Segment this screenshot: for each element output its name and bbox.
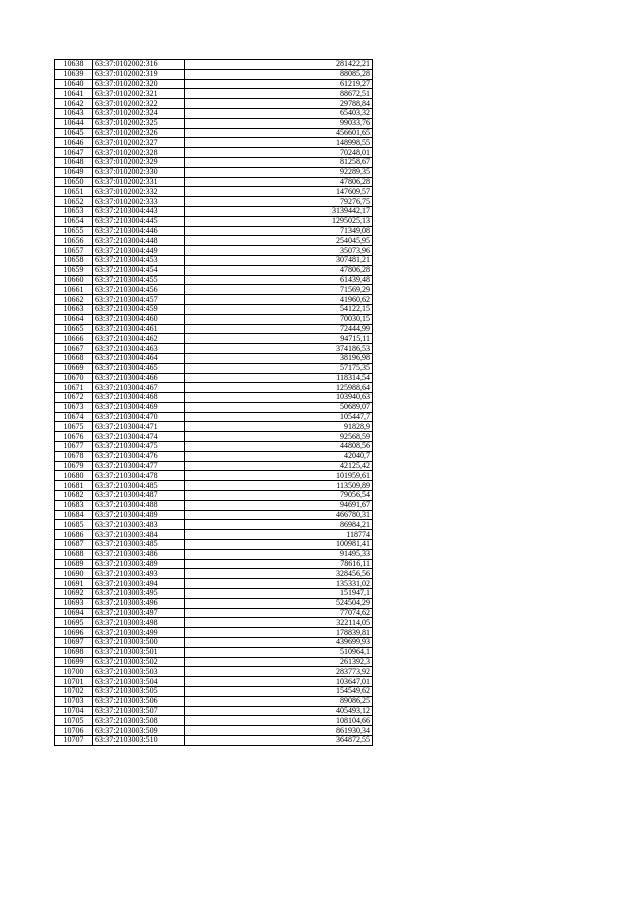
value-cell: 92289,35 <box>185 167 373 177</box>
value-cell: 524504,29 <box>185 598 373 608</box>
row-number-cell: 10642 <box>55 99 93 109</box>
value-cell: 72444,99 <box>185 324 373 334</box>
table-row <box>55 285 373 295</box>
value-cell: 510964,1 <box>185 647 373 657</box>
table-row <box>55 422 373 432</box>
value-cell: 91495,33 <box>185 549 373 559</box>
value-cell: 103647,01 <box>185 677 373 687</box>
table-row <box>55 148 373 158</box>
value-cell: 86984,21 <box>185 520 373 530</box>
cadastral-number-cell: 63:37:2103004:485 <box>93 481 185 491</box>
cadastral-number-cell: 63:37:2103003:494 <box>93 579 185 589</box>
table-row <box>55 60 373 70</box>
table-row <box>55 638 373 648</box>
row-number-cell: 10680 <box>55 471 93 481</box>
cadastral-number-cell: 63:37:2103004:464 <box>93 353 185 363</box>
table-row <box>55 540 373 550</box>
table-row <box>55 255 373 265</box>
table-row <box>55 442 373 452</box>
value-cell: 70030,15 <box>185 314 373 324</box>
table-row <box>55 500 373 510</box>
row-number-cell: 10696 <box>55 628 93 638</box>
cadastral-number-cell: 63:37:2103004:463 <box>93 344 185 354</box>
row-number-cell: 10697 <box>55 638 93 648</box>
row-number-cell: 10643 <box>55 108 93 118</box>
table-row <box>55 559 373 569</box>
table-row <box>55 246 373 256</box>
row-number-cell: 10641 <box>55 89 93 99</box>
row-number-cell: 10656 <box>55 236 93 246</box>
table-row <box>55 383 373 393</box>
cadastral-number-cell: 63:37:2103004:488 <box>93 500 185 510</box>
table-row <box>55 295 373 305</box>
value-cell: 78616,11 <box>185 559 373 569</box>
row-number-cell: 10666 <box>55 334 93 344</box>
cadastral-number-cell: 63:37:0102002:320 <box>93 79 185 89</box>
table-body <box>55 60 373 746</box>
row-number-cell: 10702 <box>55 687 93 697</box>
cadastral-number-cell: 63:37:0102002:324 <box>93 108 185 118</box>
table-row <box>55 128 373 138</box>
cadastral-number-cell: 63:37:2103004:475 <box>93 442 185 452</box>
cadastral-number-cell: 63:37:2103004:457 <box>93 295 185 305</box>
value-cell: 105447,7 <box>185 412 373 422</box>
value-cell: 65403,32 <box>185 108 373 118</box>
value-cell: 41960,62 <box>185 295 373 305</box>
value-cell: 322114,05 <box>185 618 373 628</box>
table-row <box>55 569 373 579</box>
table-row <box>55 647 373 657</box>
cadastral-number-cell: 63:37:2103003:500 <box>93 638 185 648</box>
value-cell: 71569,29 <box>185 285 373 295</box>
value-cell: 91828,9 <box>185 422 373 432</box>
value-cell: 71349,08 <box>185 226 373 236</box>
row-number-cell: 10687 <box>55 540 93 550</box>
cadastral-number-cell: 63:37:2103003:493 <box>93 569 185 579</box>
cadastral-number-cell: 63:37:0102002:330 <box>93 167 185 177</box>
table-row <box>55 608 373 618</box>
cadastral-number-cell: 63:37:2103004:456 <box>93 285 185 295</box>
table-row <box>55 353 373 363</box>
row-number-cell: 10692 <box>55 589 93 599</box>
table-row <box>55 138 373 148</box>
row-number-cell: 10646 <box>55 138 93 148</box>
value-cell: 61219,27 <box>185 79 373 89</box>
cadastral-number-cell: 63:37:2103004:467 <box>93 383 185 393</box>
row-number-cell: 10649 <box>55 167 93 177</box>
row-number-cell: 10659 <box>55 265 93 275</box>
table-row <box>55 118 373 128</box>
row-number-cell: 10665 <box>55 324 93 334</box>
value-cell: 261392,3 <box>185 657 373 667</box>
row-number-cell: 10638 <box>55 60 93 70</box>
row-number-cell: 10682 <box>55 491 93 501</box>
cadastral-number-cell: 63:37:2103003:502 <box>93 657 185 667</box>
row-number-cell: 10694 <box>55 608 93 618</box>
cadastral-number-cell: 63:37:2103003:501 <box>93 647 185 657</box>
row-number-cell: 10655 <box>55 226 93 236</box>
value-cell: 61439,48 <box>185 275 373 285</box>
cadastral-number-cell: 63:37:2103004:466 <box>93 373 185 383</box>
row-number-cell: 10673 <box>55 402 93 412</box>
value-cell: 42125,42 <box>185 461 373 471</box>
value-cell: 154549,62 <box>185 687 373 697</box>
row-number-cell: 10670 <box>55 373 93 383</box>
table-row <box>55 451 373 461</box>
cadastral-number-cell: 63:37:0102002:328 <box>93 148 185 158</box>
value-cell: 100981,41 <box>185 540 373 550</box>
cadastral-number-cell: 63:37:2103003:506 <box>93 696 185 706</box>
value-cell: 283773,92 <box>185 667 373 677</box>
value-cell: 108104,66 <box>185 716 373 726</box>
cadastral-number-cell: 63:37:2103003:496 <box>93 598 185 608</box>
value-cell: 125988,64 <box>185 383 373 393</box>
row-number-cell: 10658 <box>55 255 93 265</box>
value-cell: 94691,67 <box>185 500 373 510</box>
table-row <box>55 89 373 99</box>
table-row <box>55 373 373 383</box>
row-number-cell: 10679 <box>55 461 93 471</box>
row-number-cell: 10678 <box>55 451 93 461</box>
cadastral-number-cell: 63:37:0102002:321 <box>93 89 185 99</box>
table-row <box>55 696 373 706</box>
value-cell: 54122,15 <box>185 304 373 314</box>
table-row <box>55 344 373 354</box>
row-number-cell: 10681 <box>55 481 93 491</box>
row-number-cell: 10640 <box>55 79 93 89</box>
cadastral-number-cell: 63:37:2103003:483 <box>93 520 185 530</box>
table-row <box>55 314 373 324</box>
cadastral-number-cell: 63:37:2103004:470 <box>93 412 185 422</box>
row-number-cell: 10704 <box>55 706 93 716</box>
cadastral-number-cell: 63:37:2103004:474 <box>93 432 185 442</box>
row-number-cell: 10672 <box>55 393 93 403</box>
cadastral-number-cell: 63:37:2103003:507 <box>93 706 185 716</box>
row-number-cell: 10689 <box>55 559 93 569</box>
value-cell: 147609,57 <box>185 187 373 197</box>
value-cell: 42040,7 <box>185 451 373 461</box>
row-number-cell: 10671 <box>55 383 93 393</box>
value-cell: 79276,75 <box>185 197 373 207</box>
value-cell: 405493,12 <box>185 706 373 716</box>
value-cell: 281422,21 <box>185 60 373 70</box>
cadastral-number-cell: 63:37:0102002:333 <box>93 197 185 207</box>
cadastral-number-cell: 63:37:2103004:445 <box>93 216 185 226</box>
row-number-cell: 10645 <box>55 128 93 138</box>
row-number-cell: 10647 <box>55 148 93 158</box>
row-number-cell: 10652 <box>55 197 93 207</box>
cadastral-number-cell: 63:37:2103004:462 <box>93 334 185 344</box>
row-number-cell: 10686 <box>55 530 93 540</box>
cadastral-number-cell: 63:37:0102002:327 <box>93 138 185 148</box>
cadastral-number-cell: 63:37:0102002:332 <box>93 187 185 197</box>
value-cell: 88672,51 <box>185 89 373 99</box>
value-cell: 70248,01 <box>185 148 373 158</box>
row-number-cell: 10654 <box>55 216 93 226</box>
table-row <box>55 726 373 736</box>
table-row <box>55 412 373 422</box>
value-cell: 178839,81 <box>185 628 373 638</box>
row-number-cell: 10669 <box>55 363 93 373</box>
value-cell: 328456,56 <box>185 569 373 579</box>
table-row <box>55 177 373 187</box>
value-cell: 148998,55 <box>185 138 373 148</box>
value-cell: 44808,56 <box>185 442 373 452</box>
cadastral-number-cell: 63:37:2103003:498 <box>93 618 185 628</box>
row-number-cell: 10668 <box>55 353 93 363</box>
cadastral-value-table <box>54 59 373 746</box>
row-number-cell: 10677 <box>55 442 93 452</box>
row-number-cell: 10662 <box>55 295 93 305</box>
cadastral-number-cell: 63:37:2103003:510 <box>93 735 185 745</box>
table-row <box>55 226 373 236</box>
document-page <box>54 59 373 746</box>
value-cell: 88085,28 <box>185 69 373 79</box>
table-row <box>55 324 373 334</box>
cadastral-number-cell: 63:37:2103003:503 <box>93 667 185 677</box>
cadastral-number-cell: 63:37:0102002:329 <box>93 157 185 167</box>
row-number-cell: 10688 <box>55 549 93 559</box>
table-row <box>55 236 373 246</box>
row-number-cell: 10675 <box>55 422 93 432</box>
row-number-cell: 10664 <box>55 314 93 324</box>
table-row <box>55 99 373 109</box>
table-row <box>55 157 373 167</box>
value-cell: 466780,31 <box>185 510 373 520</box>
value-cell: 103940,63 <box>185 393 373 403</box>
cadastral-number-cell: 63:37:2103003:497 <box>93 608 185 618</box>
cadastral-number-cell: 63:37:0102002:316 <box>93 60 185 70</box>
cadastral-number-cell: 63:37:2103004:454 <box>93 265 185 275</box>
value-cell: 77074,62 <box>185 608 373 618</box>
row-number-cell: 10703 <box>55 696 93 706</box>
cadastral-number-cell: 63:37:2103004:477 <box>93 461 185 471</box>
value-cell: 94715,11 <box>185 334 373 344</box>
value-cell: 47806,28 <box>185 177 373 187</box>
row-number-cell: 10699 <box>55 657 93 667</box>
value-cell: 113509,89 <box>185 481 373 491</box>
table-row <box>55 432 373 442</box>
value-cell: 92568,59 <box>185 432 373 442</box>
table-row <box>55 79 373 89</box>
table-row <box>55 520 373 530</box>
table-row <box>55 589 373 599</box>
table-row <box>55 471 373 481</box>
row-number-cell: 10663 <box>55 304 93 314</box>
row-number-cell: 10667 <box>55 344 93 354</box>
cadastral-number-cell: 63:37:2103003:485 <box>93 540 185 550</box>
row-number-cell: 10698 <box>55 647 93 657</box>
cadastral-number-cell: 63:37:2103004:443 <box>93 206 185 216</box>
row-number-cell: 10683 <box>55 500 93 510</box>
table-row <box>55 481 373 491</box>
cadastral-number-cell: 63:37:2103004:476 <box>93 451 185 461</box>
table-row <box>55 628 373 638</box>
row-number-cell: 10700 <box>55 667 93 677</box>
cadastral-number-cell: 63:37:2103003:509 <box>93 726 185 736</box>
table-row <box>55 667 373 677</box>
table-row <box>55 677 373 687</box>
value-cell: 151947,1 <box>185 589 373 599</box>
cadastral-number-cell: 63:37:2103003:505 <box>93 687 185 697</box>
value-cell: 101959,61 <box>185 471 373 481</box>
table-row <box>55 334 373 344</box>
table-row <box>55 393 373 403</box>
cadastral-number-cell: 63:37:2103003:486 <box>93 549 185 559</box>
value-cell: 254045,95 <box>185 236 373 246</box>
table-row <box>55 216 373 226</box>
table-row <box>55 108 373 118</box>
cadastral-number-cell: 63:37:2103004:455 <box>93 275 185 285</box>
table-row <box>55 402 373 412</box>
row-number-cell: 10674 <box>55 412 93 422</box>
cadastral-number-cell: 63:37:2103003:499 <box>93 628 185 638</box>
value-cell: 374186,53 <box>185 344 373 354</box>
table-row <box>55 197 373 207</box>
value-cell: 118774 <box>185 530 373 540</box>
table-row <box>55 167 373 177</box>
row-number-cell: 10676 <box>55 432 93 442</box>
value-cell: 118314,54 <box>185 373 373 383</box>
value-cell: 89086,25 <box>185 696 373 706</box>
cadastral-number-cell: 63:37:2103004:461 <box>93 324 185 334</box>
row-number-cell: 10639 <box>55 69 93 79</box>
row-number-cell: 10650 <box>55 177 93 187</box>
table-row <box>55 687 373 697</box>
value-cell: 81258,67 <box>185 157 373 167</box>
value-cell: 50689,07 <box>185 402 373 412</box>
table-row <box>55 510 373 520</box>
cadastral-number-cell: 63:37:0102002:322 <box>93 99 185 109</box>
cadastral-number-cell: 63:37:0102002:319 <box>93 69 185 79</box>
cadastral-number-cell: 63:37:2103004:469 <box>93 402 185 412</box>
table-row <box>55 363 373 373</box>
table-row <box>55 275 373 285</box>
cadastral-number-cell: 63:37:2103004:459 <box>93 304 185 314</box>
cadastral-number-cell: 63:37:0102002:326 <box>93 128 185 138</box>
table-row <box>55 491 373 501</box>
row-number-cell: 10685 <box>55 520 93 530</box>
table-row <box>55 716 373 726</box>
cadastral-number-cell: 63:37:2103004:446 <box>93 226 185 236</box>
table-row <box>55 598 373 608</box>
value-cell: 364872,55 <box>185 735 373 745</box>
table-row <box>55 618 373 628</box>
table-row <box>55 579 373 589</box>
table-row <box>55 735 373 745</box>
cadastral-number-cell: 63:37:2103004:460 <box>93 314 185 324</box>
cadastral-number-cell: 63:37:0102002:325 <box>93 118 185 128</box>
row-number-cell: 10657 <box>55 246 93 256</box>
table-row <box>55 206 373 216</box>
cadastral-number-cell: 63:37:2103004:449 <box>93 246 185 256</box>
row-number-cell: 10690 <box>55 569 93 579</box>
table-row <box>55 549 373 559</box>
cadastral-number-cell: 63:37:2103004:448 <box>93 236 185 246</box>
row-number-cell: 10660 <box>55 275 93 285</box>
table-row <box>55 69 373 79</box>
row-number-cell: 10648 <box>55 157 93 167</box>
row-number-cell: 10644 <box>55 118 93 128</box>
table-row <box>55 187 373 197</box>
cadastral-number-cell: 63:37:2103003:484 <box>93 530 185 540</box>
row-number-cell: 10653 <box>55 206 93 216</box>
value-cell: 307481,21 <box>185 255 373 265</box>
table-row <box>55 461 373 471</box>
row-number-cell: 10701 <box>55 677 93 687</box>
value-cell: 38196,98 <box>185 353 373 363</box>
value-cell: 47806,28 <box>185 265 373 275</box>
table-row <box>55 304 373 314</box>
cadastral-number-cell: 63:37:0102002:331 <box>93 177 185 187</box>
row-number-cell: 10705 <box>55 716 93 726</box>
value-cell: 29788,84 <box>185 99 373 109</box>
cadastral-number-cell: 63:37:2103004:468 <box>93 393 185 403</box>
row-number-cell: 10691 <box>55 579 93 589</box>
value-cell: 57175,35 <box>185 363 373 373</box>
cadastral-number-cell: 63:37:2103003:489 <box>93 559 185 569</box>
row-number-cell: 10707 <box>55 735 93 745</box>
value-cell: 1295025,13 <box>185 216 373 226</box>
value-cell: 79056,54 <box>185 491 373 501</box>
value-cell: 3139442,17 <box>185 206 373 216</box>
row-number-cell: 10651 <box>55 187 93 197</box>
cadastral-number-cell: 63:37:2103004:489 <box>93 510 185 520</box>
row-number-cell: 10693 <box>55 598 93 608</box>
table-row <box>55 706 373 716</box>
value-cell: 439699,93 <box>185 638 373 648</box>
table-row <box>55 265 373 275</box>
row-number-cell: 10684 <box>55 510 93 520</box>
row-number-cell: 10695 <box>55 618 93 628</box>
cadastral-number-cell: 63:37:2103004:471 <box>93 422 185 432</box>
row-number-cell: 10661 <box>55 285 93 295</box>
cadastral-number-cell: 63:37:2103004:465 <box>93 363 185 373</box>
cadastral-number-cell: 63:37:2103004:453 <box>93 255 185 265</box>
value-cell: 99033,76 <box>185 118 373 128</box>
table-row <box>55 657 373 667</box>
table-row <box>55 530 373 540</box>
cadastral-number-cell: 63:37:2103004:478 <box>93 471 185 481</box>
cadastral-number-cell: 63:37:2103004:487 <box>93 491 185 501</box>
row-number-cell: 10706 <box>55 726 93 736</box>
value-cell: 35073,96 <box>185 246 373 256</box>
value-cell: 135331,02 <box>185 579 373 589</box>
cadastral-number-cell: 63:37:2103003:508 <box>93 716 185 726</box>
cadastral-number-cell: 63:37:2103003:495 <box>93 589 185 599</box>
cadastral-number-cell: 63:37:2103003:504 <box>93 677 185 687</box>
value-cell: 861930,34 <box>185 726 373 736</box>
value-cell: 456601,65 <box>185 128 373 138</box>
